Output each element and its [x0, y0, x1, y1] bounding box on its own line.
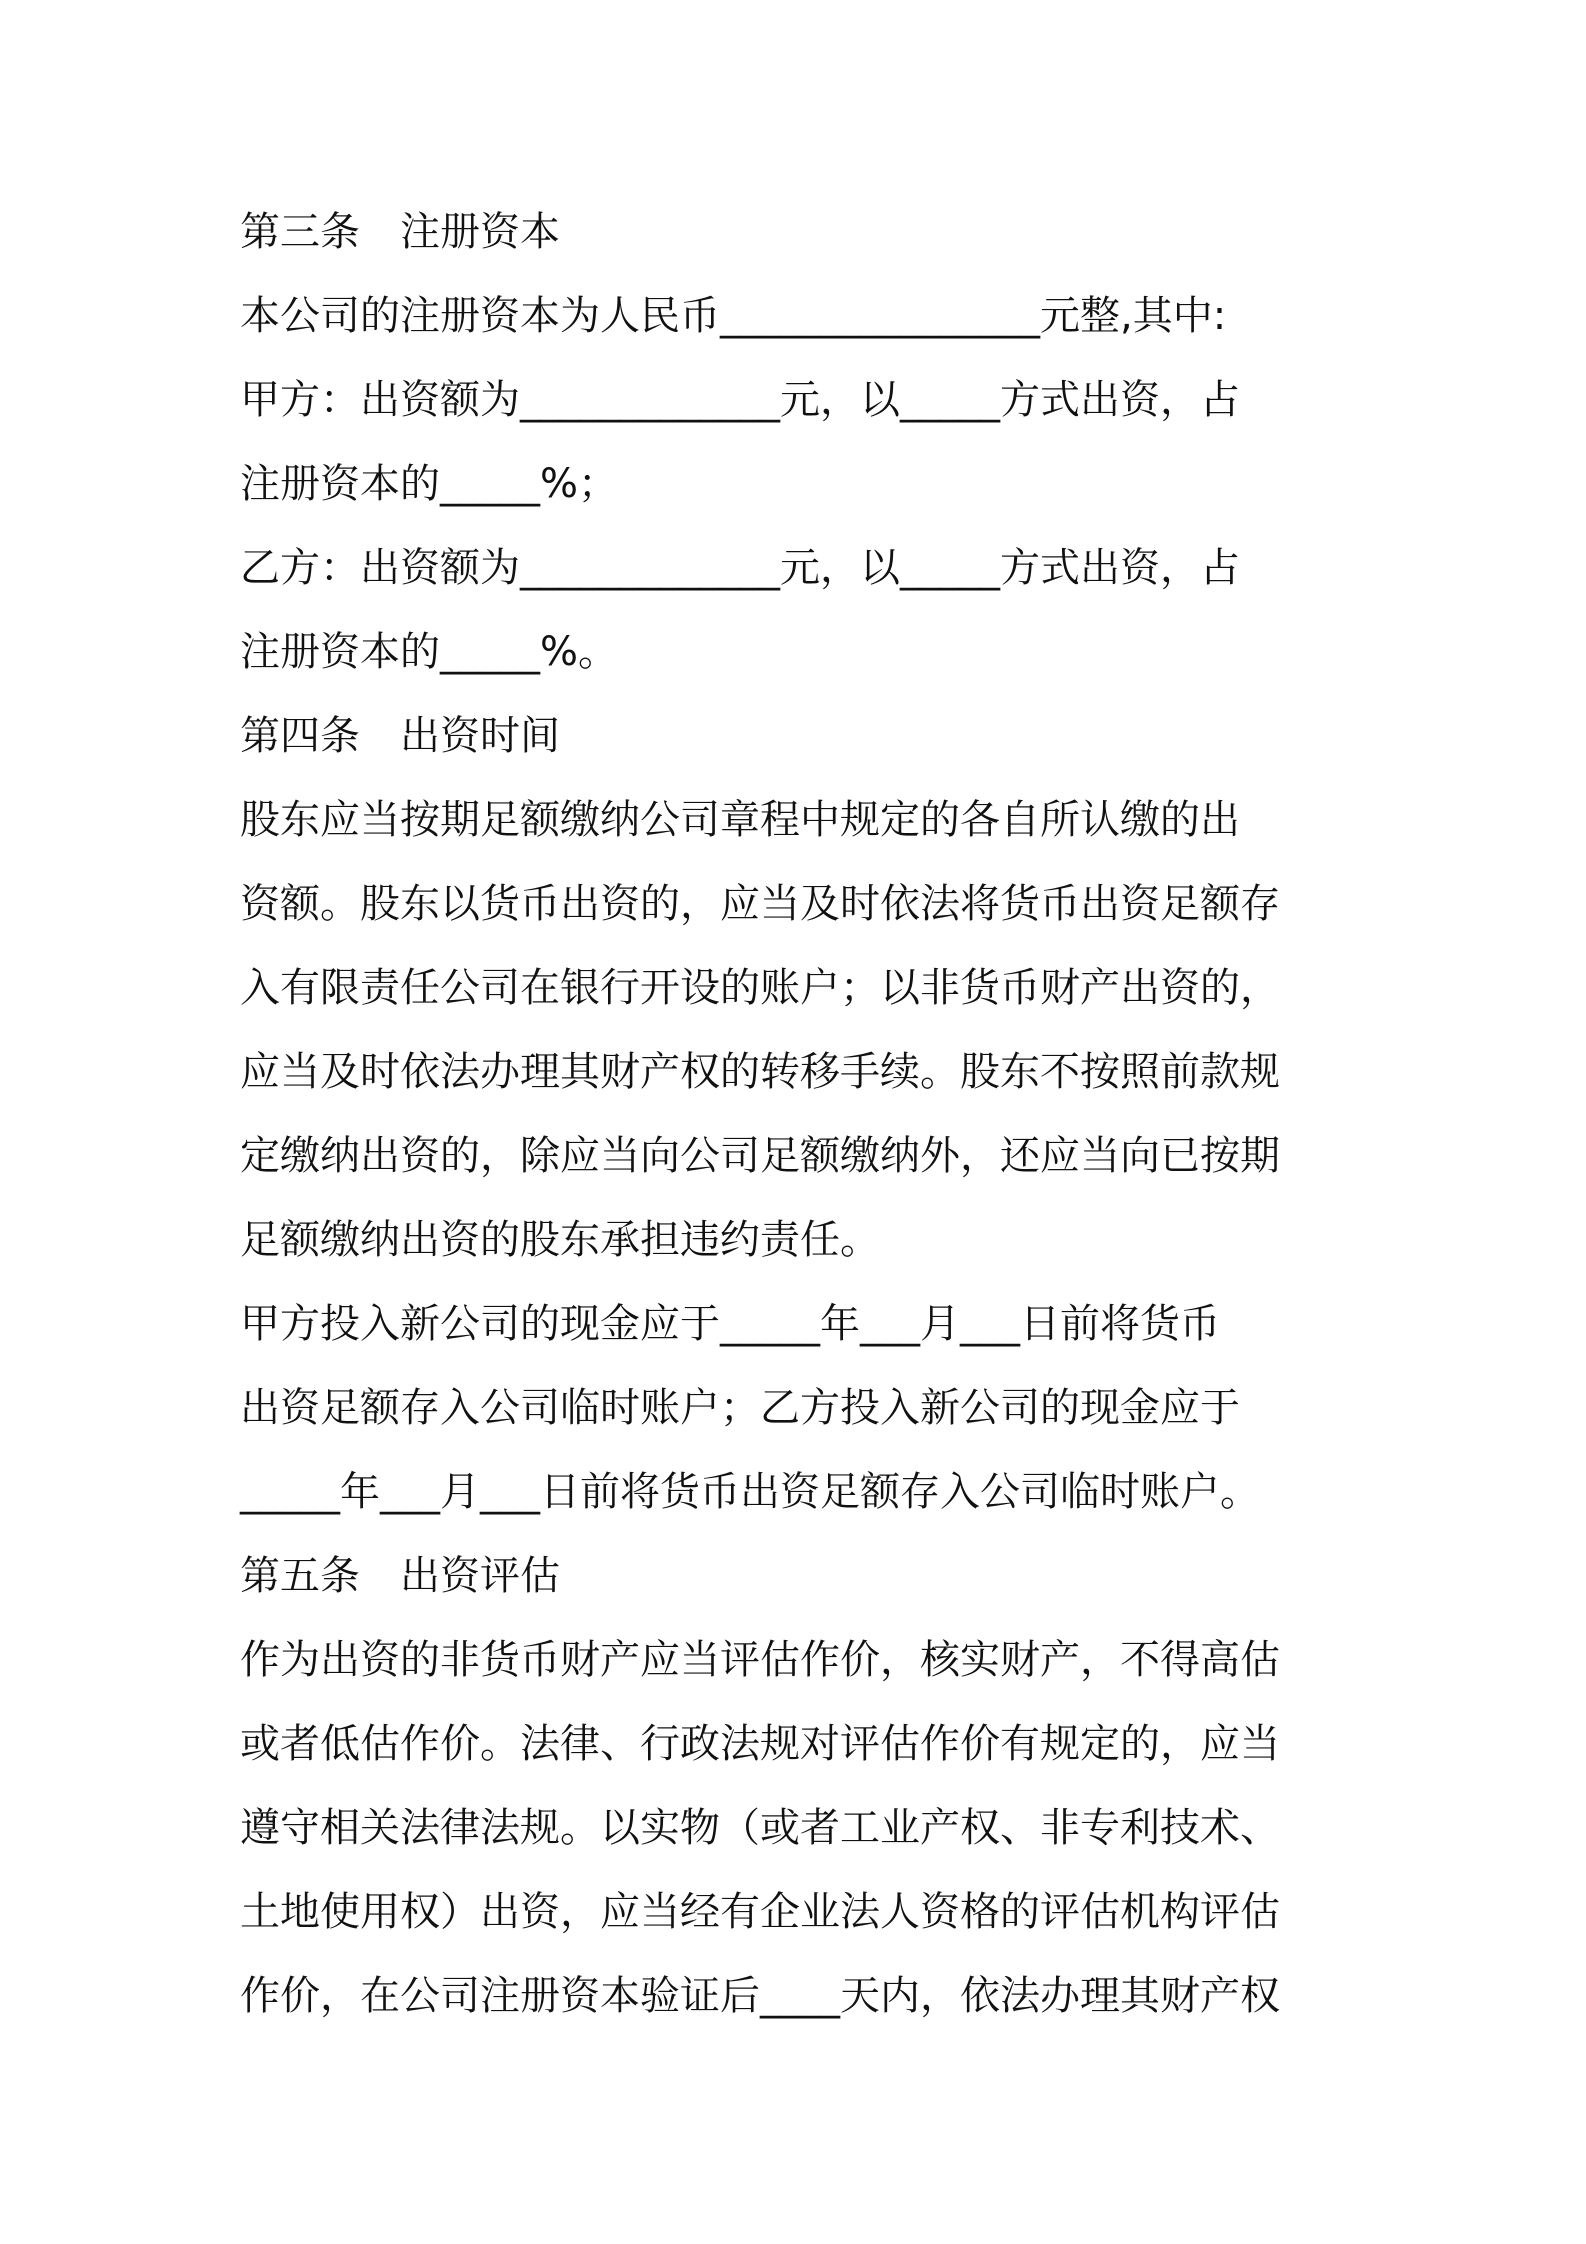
line-text: 本公司的注册资本为人民币________________元整,其中: [240, 293, 1227, 339]
paragraph-line [240, 1954, 1360, 2038]
paragraph-line [240, 1030, 1360, 1114]
line-text: _____年___月___日前将货币出资足额存入公司临时账户。 [240, 1469, 1260, 1515]
line-text: 应当及时依法办理其财产权的转移手续。股东不按照前款规 [240, 1049, 1280, 1095]
paragraph-line [240, 946, 1360, 1030]
paragraph-line [240, 1702, 1360, 1786]
paragraph-line [240, 862, 1360, 946]
paragraph-line [240, 1618, 1360, 1702]
line-text: 作价，在公司注册资本验证后____天内，依法办理其财产权 [240, 1973, 1280, 2019]
line-text: 作为出资的非货币财产应当评估作价，核实财产，不得高估 [240, 1637, 1280, 1683]
line-text: 甲方投入新公司的现金应于_____年___月___日前将货币 [240, 1301, 1220, 1347]
line-text: 遵守相关法律法规。以实物（或者工业产权、非专利技术、 [240, 1805, 1280, 1851]
paragraph-line [240, 1870, 1360, 1954]
line-text: 第四条 出资时间 [240, 713, 560, 759]
line-text: 股东应当按期足额缴纳公司章程中规定的各自所认缴的出 [240, 797, 1240, 843]
paragraph-line [240, 358, 1360, 442]
line-text: 第五条 出资评估 [240, 1553, 560, 1599]
paragraph-line [240, 274, 1360, 358]
line-text: 或者低估作价。法律、行政法规对评估作价有规定的，应当 [240, 1721, 1280, 1767]
line-text: 注册资本的_____%； [240, 461, 619, 507]
paragraph-line [240, 1198, 1360, 1282]
line-text: 资额。股东以货币出资的，应当及时依法将货币出资足额存 [240, 881, 1280, 927]
line-text: 入有限责任公司在银行开设的账户；以非货币财产出资的， [240, 965, 1280, 1011]
document-page [240, 190, 1360, 2038]
line-text: 土地使用权）出资，应当经有企业法人资格的评估机构评估 [240, 1889, 1280, 1935]
article-4-heading [240, 694, 1360, 778]
line-text: 注册资本的_____%。 [240, 629, 619, 675]
paragraph-line [240, 442, 1360, 526]
paragraph-line [240, 1366, 1360, 1450]
paragraph-line [240, 778, 1360, 862]
line-text: 出资足额存入公司临时账户；乙方投入新公司的现金应于 [240, 1385, 1240, 1431]
paragraph-line [240, 1114, 1360, 1198]
paragraph-line [240, 1786, 1360, 1870]
line-text: 定缴纳出资的，除应当向公司足额缴纳外，还应当向已按期 [240, 1133, 1280, 1179]
line-text: 第三条 注册资本 [240, 209, 560, 255]
line-text: 乙方：出资额为_____________元，以_____方式出资，占 [240, 545, 1240, 591]
line-text: 足额缴纳出资的股东承担违约责任。 [240, 1217, 880, 1263]
paragraph-line [240, 610, 1360, 694]
line-text: 甲方：出资额为_____________元，以_____方式出资，占 [240, 377, 1240, 423]
paragraph-line [240, 526, 1360, 610]
article-3-heading [240, 190, 1360, 274]
paragraph-line [240, 1450, 1360, 1534]
article-5-heading [240, 1534, 1360, 1618]
paragraph-line [240, 1282, 1360, 1366]
